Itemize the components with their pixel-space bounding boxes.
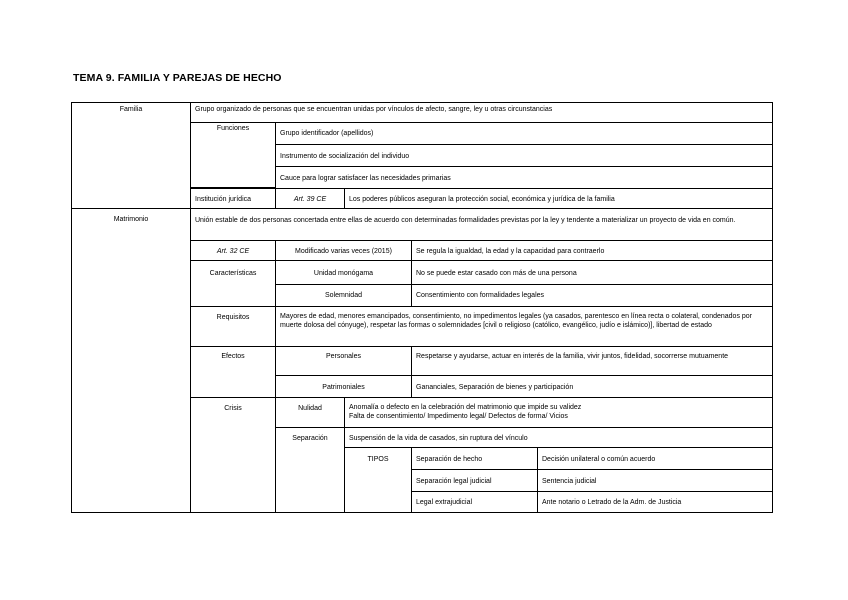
efectos-label-cell	[190, 346, 276, 398]
crisis-label: Crisis	[224, 405, 242, 412]
institucion-label: Institución jurídica	[195, 196, 252, 203]
efecto-name-cell	[275, 375, 412, 398]
funcion-item-cell	[275, 144, 773, 167]
art32-article-cell	[190, 240, 276, 261]
caracteristica-text-cell	[411, 260, 773, 285]
familia-label-cell	[71, 102, 191, 209]
caracteristica-text-cell	[411, 284, 773, 307]
nulidad-label: Nulidad	[298, 405, 322, 412]
nulidad-label-cell	[275, 397, 345, 428]
funciones-label-cell	[190, 122, 276, 188]
requisitos-label: Requisitos	[216, 314, 250, 321]
requisitos-text: Mayores de edad, menores emancipados, consentimiento, no impedimentos legales (ya casados, parentesco en línea recta o colateral, condenados por muerte dolosa del cónyuge), respetar las formas o solemnidades [civil o religioso (católico, evangélico, judío e islámico)], libertad de estado	[280, 313, 753, 329]
nulidad-line: Anomalía o defecto en la celebración del matrimonio que impide su validez	[349, 404, 582, 411]
nulidad-line: Falta de consentimiento/ Impedimento legal/ Defectos de forma/ Vicios	[349, 413, 568, 420]
tipo-name: Legal extrajudicial	[416, 499, 473, 506]
institucion-article-cell	[275, 188, 345, 209]
nulidad-text-cell	[344, 397, 773, 428]
art32-article: Art. 32 CE	[216, 248, 250, 255]
efecto-text: Gananciales, Separación de bienes y participación	[416, 384, 574, 391]
caracteristica-name: Unidad monógama	[313, 270, 374, 277]
separacion-label-cell	[275, 427, 345, 513]
tipo-text-cell	[537, 491, 773, 513]
tipo-text: Decisión unilateral o común acuerdo	[542, 456, 656, 463]
tipos-label: TIPOS	[367, 456, 389, 463]
familia-definition-cell	[190, 102, 773, 123]
art32-text: Se regula la igualdad, la edad y la capacidad para contraerlo	[416, 248, 605, 255]
efectos-label: Efectos	[221, 353, 245, 360]
caracteristica-name: Solemnidad	[325, 292, 362, 299]
matrimonio-definition: Unión estable de dos personas concertada entre ellas de acuerdo con determinadas formalidades previstas por la ley y tendente a materializar un proyecto de vida en común.	[195, 217, 736, 224]
tipo-name: Separación legal judicial	[416, 478, 492, 485]
requisitos-label-cell	[190, 306, 276, 347]
art32-modified: Modificado varias veces (2015)	[295, 248, 392, 255]
funciones-label: Funciones	[216, 125, 250, 132]
requisitos-text-cell	[275, 306, 773, 347]
caracteristicas-label-cell	[190, 260, 276, 307]
crisis-label-cell	[190, 397, 276, 513]
art32-modified-cell	[275, 240, 412, 261]
caracteristica-name-cell	[275, 260, 412, 285]
caracteristica-name-cell	[275, 284, 412, 307]
funcion-item: Cauce para lograr satisfacer las necesidades primarias	[280, 175, 451, 182]
tipo-text: Ante notario o Letrado de la Adm. de Justicia	[542, 499, 682, 506]
caracteristica-text: No se puede estar casado con más de una persona	[416, 270, 577, 277]
caracteristica-text: Consentimiento con formalidades legales	[416, 292, 545, 299]
efecto-text: Respetarse y ayudarse, actuar en interés de la familia, vivir juntos, fidelidad, socorrerse mutuamente	[416, 353, 729, 360]
page-title: TEMA 9. FAMILIA Y PAREJAS DE HECHO	[73, 72, 282, 84]
efecto-name: Patrimoniales	[322, 384, 365, 391]
art32-text-cell	[411, 240, 773, 261]
matrimonio-definition-cell	[190, 208, 773, 241]
tipo-text-cell	[537, 469, 773, 492]
matrimonio-label-cell	[71, 208, 191, 513]
institucion-text-cell	[344, 188, 773, 209]
separacion-label: Separación	[292, 435, 328, 442]
efecto-text-cell	[411, 346, 773, 376]
tipo-name-cell	[411, 469, 538, 492]
efecto-text-cell	[411, 375, 773, 398]
tipo-text: Sentencia judicial	[542, 478, 597, 485]
funcion-item: Instrumento de socialización del individuo	[280, 153, 410, 160]
efecto-name: Personales	[325, 353, 362, 360]
separacion-text-cell	[344, 427, 773, 448]
tipos-label-cell	[344, 447, 412, 513]
funcion-item-cell	[275, 166, 773, 189]
caracteristicas-label: Características	[209, 270, 257, 277]
familia-definition: Grupo organizado de personas que se encuentran unidas por vínculos de afecto, sangre, ley u otras circunstancias	[195, 106, 553, 113]
matrimonio-label: Matrimonio	[113, 216, 149, 223]
institucion-text: Los poderes públicos aseguran la protección social, económica y jurídica de la familia	[349, 196, 615, 203]
tipo-name: Separación de hecho	[416, 456, 483, 463]
tipo-text-cell	[537, 447, 773, 470]
institucion-article: Art. 39 CE	[293, 196, 327, 203]
efecto-name-cell	[275, 346, 412, 376]
familia-label: Familia	[119, 106, 143, 113]
separacion-text: Suspensión de la vida de casados, sin ruptura del vínculo	[349, 435, 528, 442]
funcion-item: Grupo identificador (apellidos)	[280, 130, 374, 137]
tipo-name-cell	[411, 491, 538, 513]
funcion-item-cell	[275, 122, 773, 145]
institucion-label-cell	[190, 188, 276, 209]
tipo-name-cell	[411, 447, 538, 470]
